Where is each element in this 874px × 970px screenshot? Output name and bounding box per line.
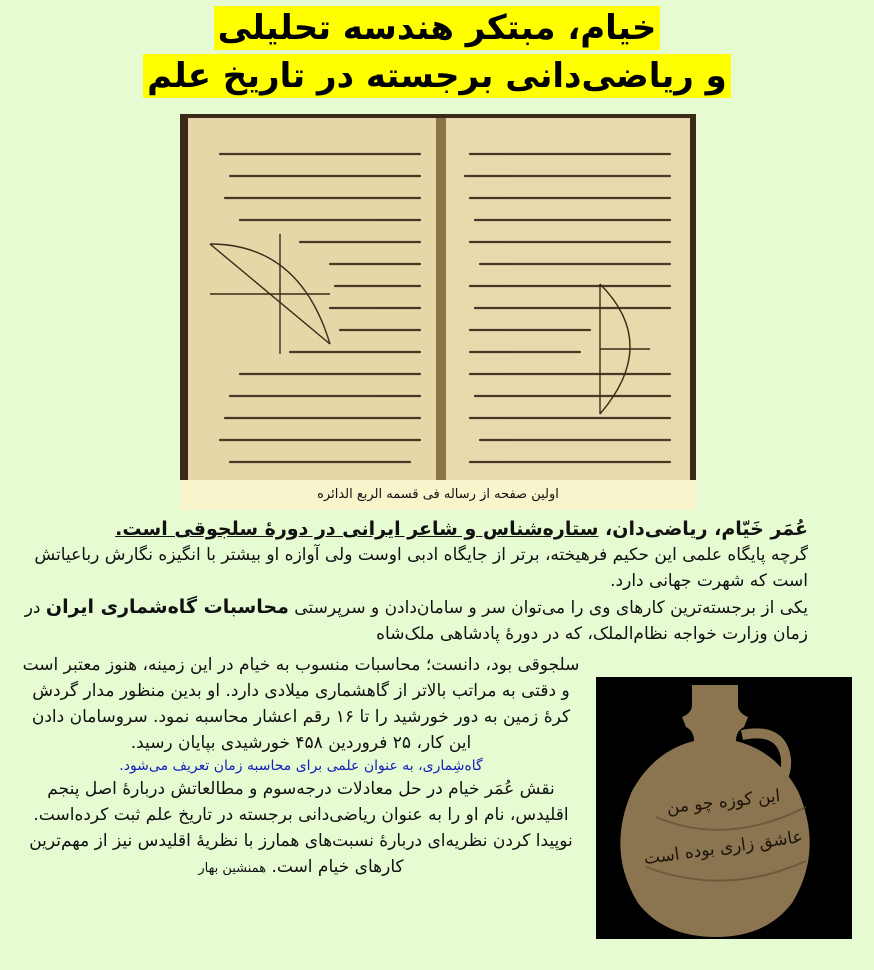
paragraph-2 [12,594,808,647]
paragraph-4: نقش عُمَر خیام در حل معادلات درجه‌سوم و مطالعاتش دربارهٔ اصل پنجم اقلیدس، نام او را به عنوان ریاضی‌دانی برجسته در تاریخ علم ثبت کرده‌است. [33,779,569,825]
title-line-2: و ریاضی‌دانی برجسته در تاریخ علم [143,54,731,98]
manuscript-image [180,114,696,510]
article-body-continued [18,652,584,882]
lead-sentence [12,516,808,542]
paragraph-2-start: یکی از برجسته‌ترین کارهای وی را می‌توان سر و سامان‌دادن و سرپرستی [288,598,808,618]
clay-jar-image [596,677,852,939]
page-title [0,6,874,98]
paragraph-5-text: نوپیدا کردن نظریه‌ای دربارهٔ نسبت‌های همارز با نظریهٔ اقلیدس نیز از مهم‌ترین کارهای خیام است. [29,831,573,877]
highlight-calendar: محاسبات گاه‌شماری ایران [45,596,289,618]
article-body [12,516,808,647]
definition-note: گاه‌شِماری، به عنوان علمی برای محاسبه زمان تعریف می‌شود. [119,758,483,774]
paragraph-3: سلجوقی بود، دانست؛ محاسبات منسوب به خیام در این زمینه، هنوز معتبر است و دقتی به مراتب بالاتر از گاهشماری میلادی دارد. او بدین منظور مدار گردش کرهٔ زمین به دور خورشید را تا ۱۶ رقم اعشار محاسبه نمود. سروسامان دادن این کار، ۲۵ فروردین ۴۵۸ خورشیدی بپایان رسید. [22,655,580,753]
jar-inscription-2: عاشق زاری بوده است [642,827,804,870]
jar-inscription-1: این کوزه چو من [665,786,782,818]
paragraph-2-end: در زمان وزارت خواجه نظام‌الملک، که در دورهٔ پادشاهی ملک‌شاه [24,598,808,644]
paragraph-5 [18,828,584,882]
lead-rest: ستاره‌شناس و شاعر ایرانی در دورهٔ سلجوقی است. [115,518,599,540]
paragraph-1: گرچه پایگاه علمی این حکیم فرهیخته، برتر از جایگاه ادبی اوست ولی آوازه او بیشتر با انگیزه نگارش رباعیاتش است که شهرت جهانی دارد. [34,545,808,591]
signature: همنشین بهار [198,861,267,876]
title-line-1: خیام، مبتکر هندسه تحلیلی [214,6,661,50]
manuscript-caption: اولین صفحه از رساله فی قسمه الربع الدائره [180,480,696,510]
lead-name: عُمَر خَیّام، ریاضی‌دان، [598,518,808,540]
